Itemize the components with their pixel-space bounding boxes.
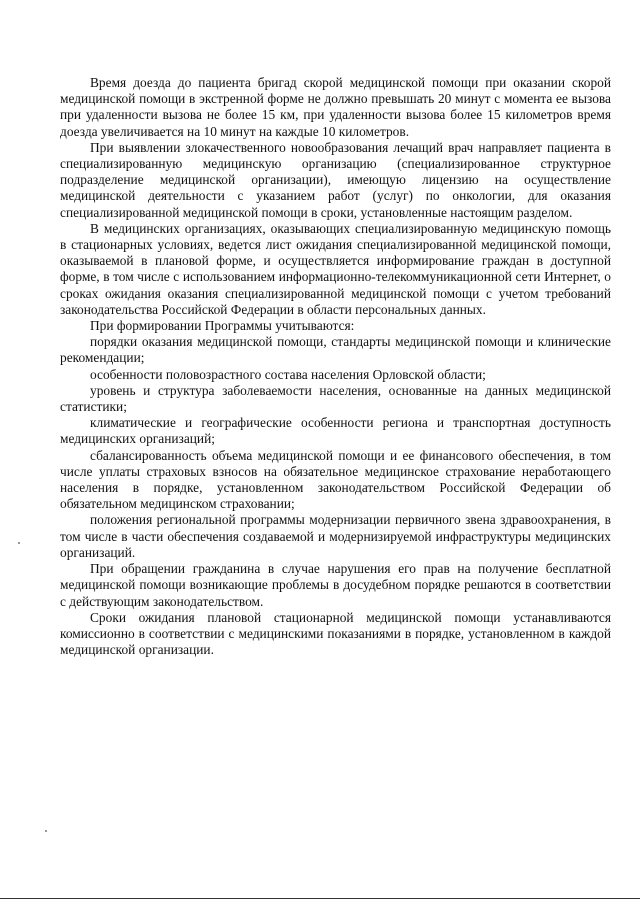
document-body [60,75,611,658]
list-item-modernization-program: положения региональной программы модернизации первичного звена здравоохранения, в том числе в части обеспечения создаваемой и модернизируемой инфраструктуры медицинских организаций. [60,512,611,560]
paragraph-inpatient-waiting-terms: Сроки ожидания плановой стационарной медицинской помощи устанавливаются комиссионно в соответствии с медицинскими показаниями в порядке, установленном в каждой медицинской организации. [60,609,611,658]
scan-speck [45,830,47,832]
list-item-population-structure: особенности половозрастного состава населения Орловской области; [90,366,486,382]
page-bottom-edge [0,898,640,899]
paragraph-oncology-referral: При выявлении злокачественного новообразования лечащий врач направляет пациента в специализированную медицинскую организацию (специализированное структурное подразделение медицинской организации), имеющую лицензию на осуществление медицинской деятельности с указанием работ (услуг) по онкологии, для оказания специализированной медицинской помощи в сроки, установленные настоящим разделом. [60,139,611,220]
list-item-financial-balance: сбалансированность объема медицинской помощи и ее финансового обеспечения, в том числе уплаты страховых взносов на обязательное медицинское страхование неработающего населения в порядке, установленном законодательством Российской Федерации об обязательном медицинском страховании; [60,447,611,512]
paragraph-ambulance-arrival-time: Время доезда до пациента бригад скорой медицинской помощи при оказании скорой медицинской помощи в экстренной форме не должно превышать 20 минут с момента ее вызова при удаленности вызова не более 15 км, при удаленности вызова более 15 километров время доезда увеличивается на 10 минут на каждые 10 километров. [60,75,611,139]
list-item-morbidity: уровень и структура заболеваемости населения, основанные на данных медицинской статистики; [60,382,611,415]
scan-speck [18,542,20,544]
paragraph-waiting-list: В медицинских организациях, оказывающих специализированную медицинскую помощь в стационарных условиях, ведется лист ожидания специализированной медицинской помощи, оказываемой в плановой форме, и осуществляется информирование граждан в доступной форме, в том числе с использованием информационно-телекоммуникационной сети Интернет, о сроках ожидания оказания специализированной медицинской помощи с учетом требований законодательства Российской Федерации в области персональных данных. [60,220,611,317]
paragraph-program-factors-intro: При формировании Программы учитываются: [90,318,355,334]
list-item-care-standards: порядки оказания медицинской помощи, стандарты медицинской помощи и клинические рекомендации; [60,334,611,366]
paragraph-pretrial-disputes: При обращении гражданина в случае нарушения его прав на получение бесплатной медицинской помощи возникающие проблемы в досудебном порядке решаются в соответствии с действующим законодательством. [60,561,611,609]
list-item-geography: климатические и географические особенности региона и транспортная доступность медицинских организаций; [60,415,611,447]
